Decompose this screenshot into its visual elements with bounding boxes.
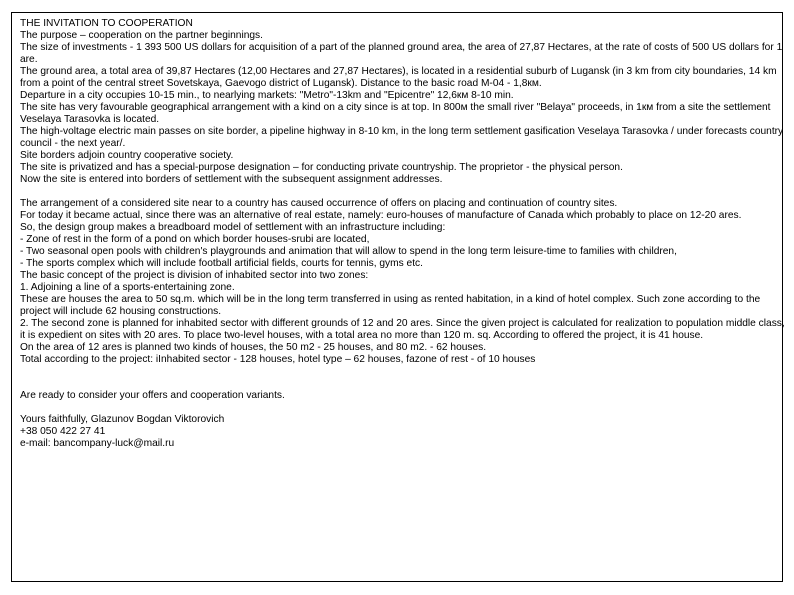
site-arrangement-paragraph: The site has very favourable geographical arrangement with a kind on a city since is at top. In 800м the small river "Belaya" proceeds, in 1км from a site the settlement Veselaya Tarasovka is located. <box>20 102 774 125</box>
phone-number: +38 050 422 27 41 <box>20 426 106 437</box>
purpose-paragraph: The purpose – cooperation on the partner beginnings. <box>20 30 263 41</box>
list-item-seasonal-pools: - Two seasonal open pools with children's playgrounds and animation that will allow to spend in the long term leisure-time to families with children, <box>20 246 677 257</box>
email-address: e-mail: bancompany-luck@mail.ru <box>20 438 175 449</box>
zone-two-paragraph: 2. The second zone is planned for inhabited sector with different grounds of 12 and 20 ares. Since the given project is calculated for realization to population middle class, it is expedient on sites with 20 ares. To place two-level houses, with a total area no more than 120 m. sq. According to offered the project, it is 41 house. <box>20 318 788 341</box>
document-title: THE INVITATION TO COOPERATION <box>20 18 193 29</box>
investments-paragraph: The size of investments - 1 393 500 US dollars for acquisition of a part of the planned ground area, the area of 27,87 Hectares, at the rate of costs of 500 US dollars for 1 are. <box>20 42 786 65</box>
list-item-sports-complex: - The sports complex which will include football artificial fields, courts for tennis, gyms etc. <box>20 258 423 269</box>
total-paragraph: Total according to the project: iInhabited sector - 128 houses, hotel type – 62 houses, fazone of rest - of 10 houses <box>20 354 536 365</box>
signature-line: Yours faithfully, Glazunov Bogdan Viktorovich <box>20 414 225 425</box>
list-item-zone-of-rest: - Zone of rest in the form of a pond on which border houses-srubi are located, <box>20 234 370 245</box>
design-group-paragraph: So, the design group makes a breadboard model of settlement with an infrastructure including: <box>20 222 446 233</box>
paragraph-spacer <box>20 402 790 414</box>
twelve-ares-paragraph: On the area of 12 ares is planned two kinds of houses, the 50 m2 - 25 houses, and 80 m2. - 62 houses. <box>20 342 487 353</box>
departure-paragraph: Departure in a city occupies 10-15 min., to nearlying markets: "Metro"-13km and "Epicentre" 12,6км 8-10 min. <box>20 90 514 101</box>
zone-one-title: 1. Adjoining a line of a sports-entertaining zone. <box>20 282 235 293</box>
entered-borders-paragraph: Now the site is entered into borders of settlement with the subsequent assignment addresses. <box>20 174 443 185</box>
arrangement-offers-paragraph: The arrangement of a considered site near to a country has caused occurrence of offers on placing and continuation of country sites. <box>20 198 618 209</box>
document-body <box>20 18 790 450</box>
zone-one-paragraph: These are houses the area to 50 sq.m. which will be in the long term transferred in using as rented habitation, in a kind of hotel complex. Such zone according to the project will include 62 housing constructions. <box>20 294 763 317</box>
today-actual-paragraph: For today it became actual, since there was an alternative of real estate, namely: euro-houses of manufacture of Canada which probably to place on 12-20 ares. <box>20 210 742 221</box>
basic-concept-paragraph: The basic concept of the project is division of inhabited sector into two zones: <box>20 270 369 281</box>
site-borders-paragraph: Site borders adjoin country cooperative society. <box>20 150 234 161</box>
ground-area-paragraph: The ground area, a total area of 39,87 Hectares (12,00 Hectares and 27,87 Hectares), is located in a residential suburb of Lugansk (in 3 km from city boundaries, 14 km from a point of the central street Sovetskaya, Gaevogo district of Lugansk). Distance to the basic road M-04 - 1,8км. <box>20 66 780 89</box>
paragraph-spacer <box>20 186 790 198</box>
electric-main-paragraph: The high-voltage electric main passes on site border, a pipeline highway in 8-10 km, in the long term settlement gasification Veselaya Tarasovka / under forecasts country council - the next year/. <box>20 126 786 149</box>
paragraph-spacer <box>20 366 790 390</box>
privatized-paragraph: The site is privatized and has a special-purpose designation – for conducting private countryship. The proprietor - the physical person. <box>20 162 623 173</box>
ready-to-consider-paragraph: Are ready to consider your offers and cooperation variants. <box>20 390 285 401</box>
